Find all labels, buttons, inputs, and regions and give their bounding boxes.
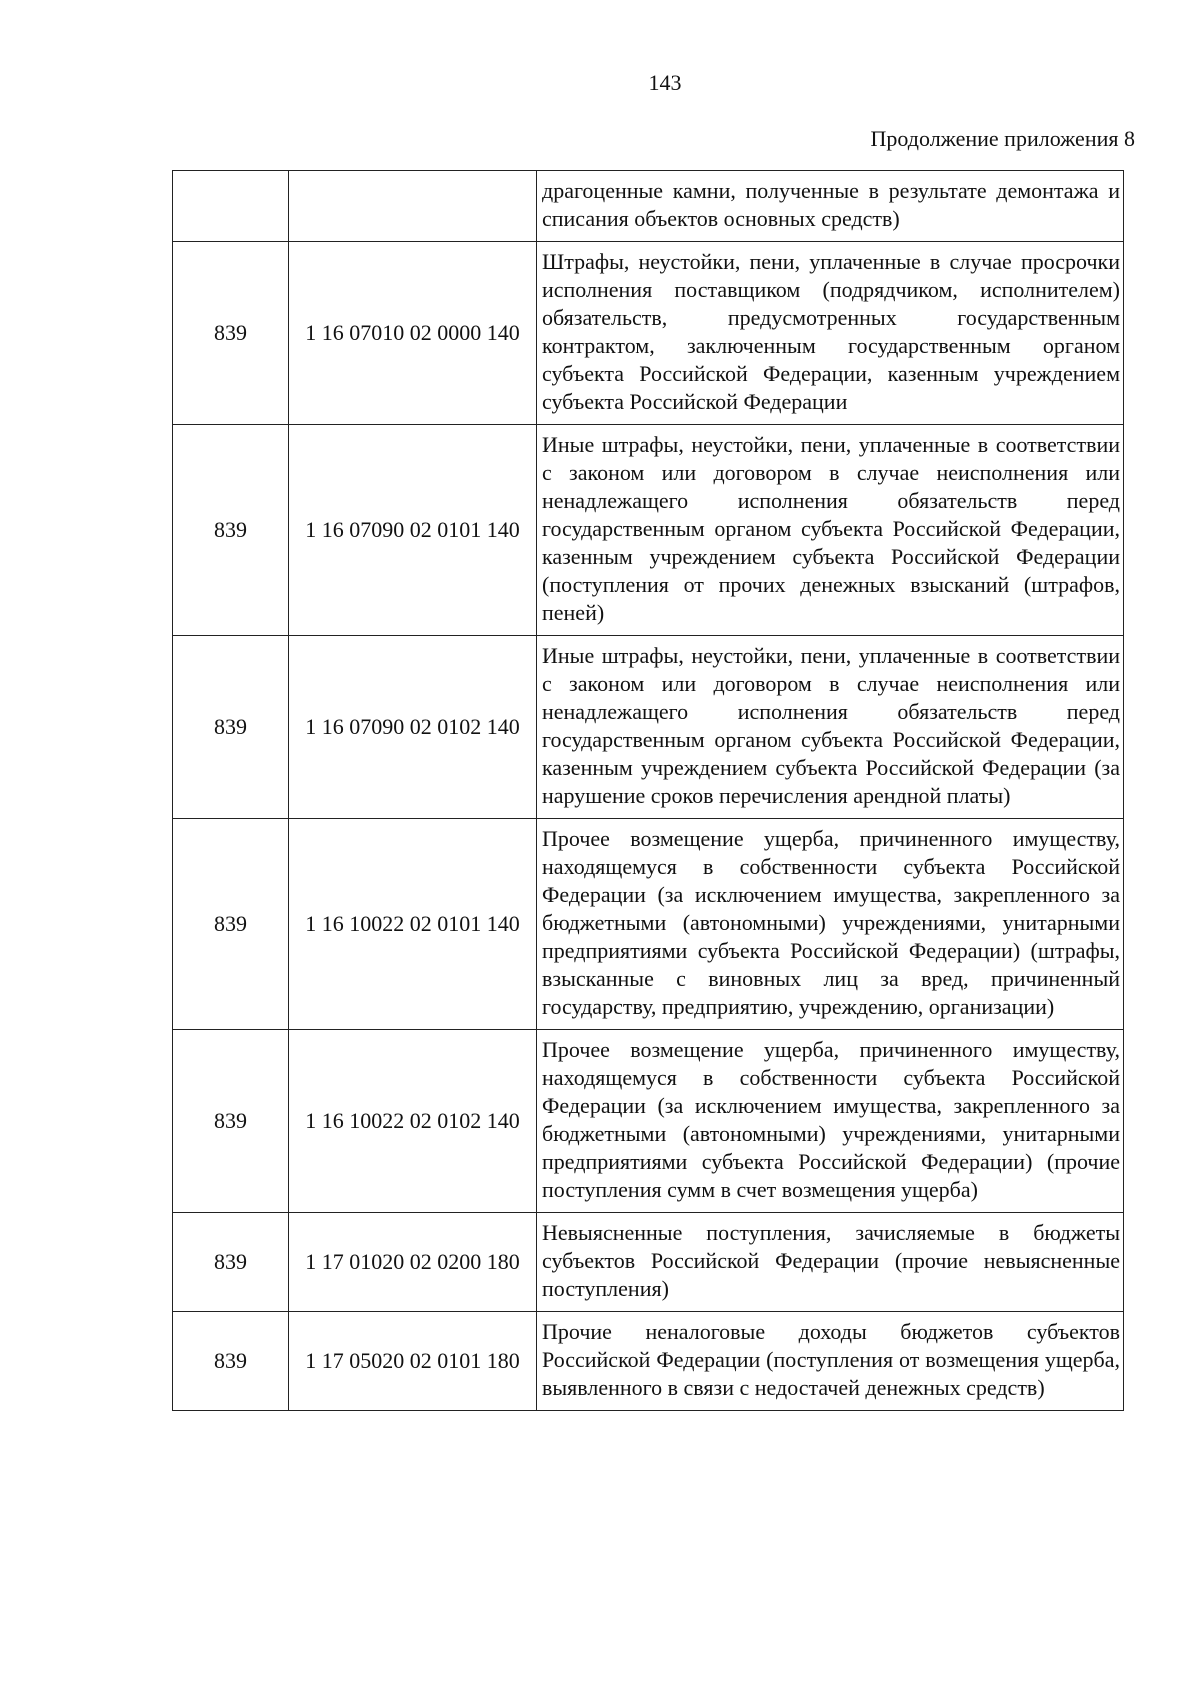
table-row <box>173 1213 1124 1312</box>
income-code-cell: 1 16 10022 02 0102 140 <box>289 1030 537 1213</box>
description-cell: Прочие неналоговые доходы бюджетов субъектов Российской Федерации (поступления от возмещения ущерба, выявленного в связи с недостачей денежных средств) <box>537 1312 1124 1411</box>
income-codes-table-wrapper <box>172 170 1124 1411</box>
description-cell: Иные штрафы, неустойки, пени, уплаченные в соответствии с законом или договором в случае неисполнения или ненадлежащего исполнения обязательств перед государственным органом субъекта Российской Федерации, казенным учреждением субъекта Российской Федерации (поступления от прочих денежных взысканий (штрафов, пеней) <box>537 425 1124 636</box>
income-code-cell: 1 17 01020 02 0200 180 <box>289 1213 537 1312</box>
admin-code-cell: 839 <box>173 1030 289 1213</box>
admin-code-cell: 839 <box>173 242 289 425</box>
income-code-cell <box>289 171 537 242</box>
admin-code-cell <box>173 171 289 242</box>
admin-code-cell: 839 <box>173 1213 289 1312</box>
description-cell: Прочее возмещение ущерба, причиненного имуществу, находящемуся в собственности субъекта Российской Федерации (за исключением имущества, закрепленного за бюджетными (автономными) учреждениями, унитарными предприятиями субъекта Российской Федерации) (штрафы, взысканные с виновных лиц за вред, причиненный государству, предприятию, учреждению, организации) <box>537 819 1124 1030</box>
table-row <box>173 242 1124 425</box>
table-row <box>173 1312 1124 1411</box>
income-code-cell: 1 17 05020 02 0101 180 <box>289 1312 537 1411</box>
table-row <box>173 1030 1124 1213</box>
description-cell: драгоценные камни, полученные в результате демонтажа и списания объектов основных средств) <box>537 171 1124 242</box>
description-cell: Невыясненные поступления, зачисляемые в бюджеты субъектов Российской Федерации (прочие невыясненные поступления) <box>537 1213 1124 1312</box>
admin-code-cell: 839 <box>173 819 289 1030</box>
income-code-cell: 1 16 07010 02 0000 140 <box>289 242 537 425</box>
income-code-cell: 1 16 07090 02 0101 140 <box>289 425 537 636</box>
page-number: 143 <box>648 70 682 95</box>
table-row <box>173 425 1124 636</box>
appendix-note: Продолжение приложения 8 <box>870 126 1135 151</box>
description-cell: Иные штрафы, неустойки, пени, уплаченные в соответствии с законом или договором в случае неисполнения или ненадлежащего исполнения обязательств перед государственным органом субъекта Российской Федерации, казенным учреждением субъекта Российской Федерации (за нарушение сроков перечисления арендной платы) <box>537 636 1124 819</box>
income-code-cell: 1 16 07090 02 0102 140 <box>289 636 537 819</box>
admin-code-cell: 839 <box>173 636 289 819</box>
description-cell: Штрафы, неустойки, пени, уплаченные в случае просрочки исполнения поставщиком (подрядчиком, исполнителем) обязательств, предусмотренных государственным контрактом, заключенным государственным органом субъекта Российской Федерации, казенным учреждением субъекта Российской Федерации <box>537 242 1124 425</box>
admin-code-cell: 839 <box>173 1312 289 1411</box>
income-code-cell: 1 16 10022 02 0101 140 <box>289 819 537 1030</box>
description-cell: Прочее возмещение ущерба, причиненного имуществу, находящемуся в собственности субъекта Российской Федерации (за исключением имущества, закрепленного за бюджетными (автономными) учреждениями, унитарными предприятиями субъекта Российской Федерации) (прочие поступления сумм в счет возмещения ущерба) <box>537 1030 1124 1213</box>
income-codes-table <box>172 170 1124 1411</box>
admin-code-cell: 839 <box>173 425 289 636</box>
table-row <box>173 636 1124 819</box>
table-row <box>173 819 1124 1030</box>
table-row <box>173 171 1124 242</box>
